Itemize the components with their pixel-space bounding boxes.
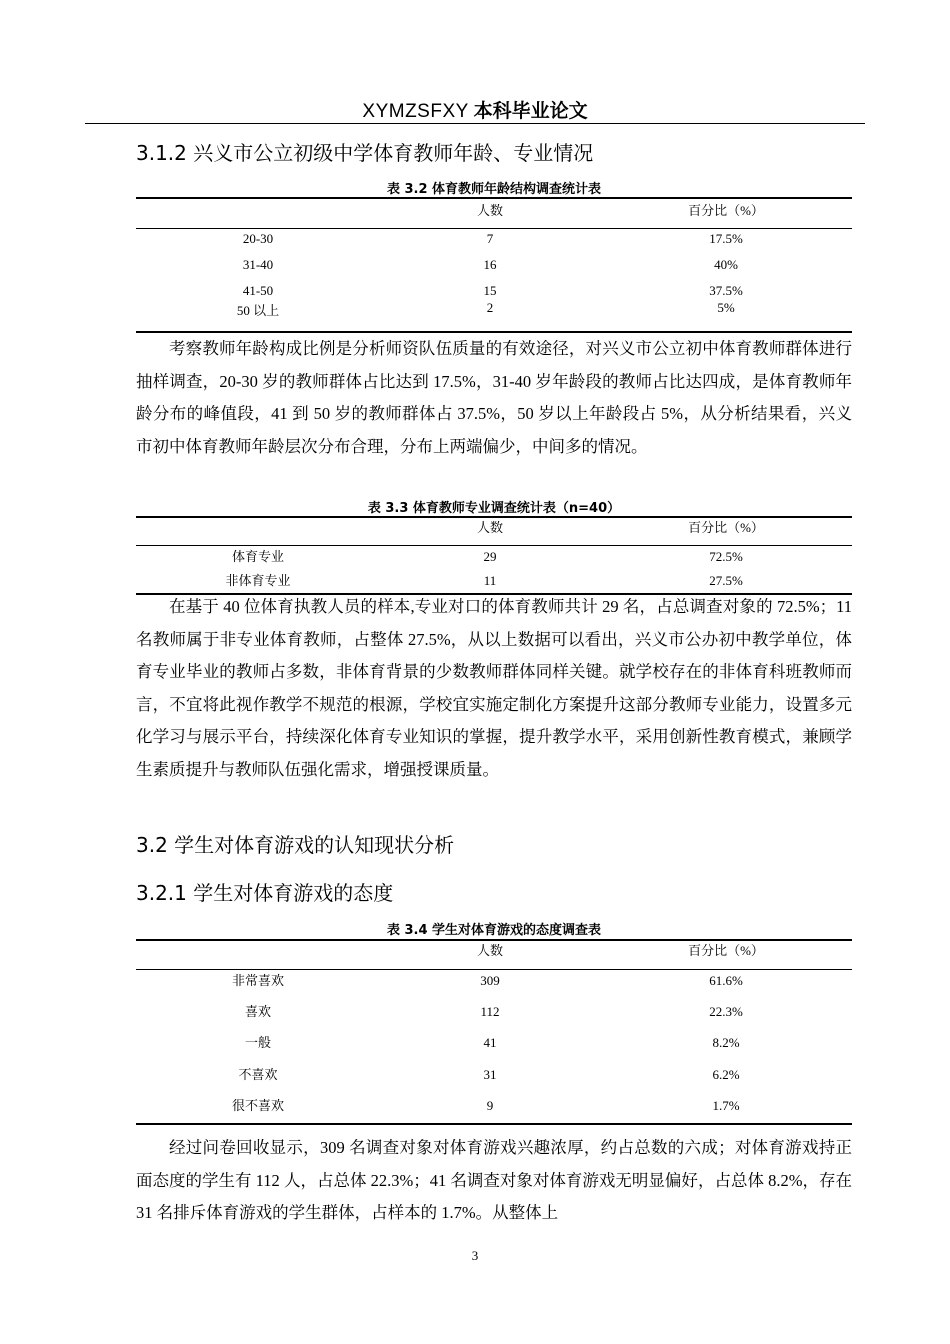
table-cell: 11 bbox=[483, 573, 497, 588]
section-heading-312: 3.1.2 兴义市公立初级中学体育教师年龄、专业情况 bbox=[136, 141, 594, 165]
table-cell: 一般 bbox=[244, 1035, 271, 1050]
table-row bbox=[136, 1064, 852, 1095]
table-cell: 29 bbox=[483, 549, 497, 564]
table-cell: 37.5% bbox=[709, 283, 743, 298]
table-cell: 31-40 bbox=[242, 257, 274, 272]
table-cell: 20-30 bbox=[242, 231, 274, 246]
table-row bbox=[136, 1001, 852, 1032]
table-row bbox=[136, 1095, 852, 1123]
table-cell: 17.5% bbox=[709, 231, 743, 246]
table-cell: 41-50 bbox=[242, 283, 274, 298]
table-cell: 体育专业 bbox=[231, 549, 284, 564]
table-cell: 112 bbox=[480, 1004, 500, 1019]
table-cell bbox=[136, 518, 380, 545]
table-cell: 27.5% bbox=[709, 573, 743, 588]
section-heading-321: 3.2.1 学生对体育游戏的态度 bbox=[136, 881, 394, 905]
paragraph-age: 考察教师年龄构成比例是分析师资队伍质量的有效途径，对兴义市公立初中体育教师群体进行抽样调查，20-30 岁的教师群体占比达到 17.5%，31-40 岁年龄段的教师占比达四成，是体育教师年龄分布的峰值段，41 到 50 岁的教师群体占 37.5%，50 岁以上年龄段占 5%，从分析结果看，兴义市初中体育教师年龄层次分布合理，分布上两端偏少，中间多的情况。 bbox=[136, 339, 852, 456]
table-cell: 22.3% bbox=[709, 1004, 743, 1019]
table-cell: 40% bbox=[714, 257, 738, 272]
table-header-row bbox=[136, 941, 852, 969]
table-header-row bbox=[136, 199, 852, 228]
table-33 bbox=[136, 516, 852, 595]
table-34 bbox=[136, 939, 852, 1125]
table-cell: 百分比（%） bbox=[688, 520, 764, 535]
table-caption-33: 表 3.3 体育教师专业调查统计表（n=40） bbox=[367, 501, 621, 516]
table-cell: 16 bbox=[483, 257, 497, 272]
table-cell: 非体育专业 bbox=[225, 573, 291, 588]
table-row bbox=[136, 231, 852, 247]
table-cell: 72.5% bbox=[709, 549, 743, 564]
table-cell: 1.7% bbox=[712, 1098, 740, 1113]
table-cell: 41 bbox=[483, 1035, 497, 1050]
page-number: 3 bbox=[471, 1248, 479, 1263]
table-row bbox=[136, 546, 852, 570]
table-row bbox=[136, 257, 852, 273]
running-header bbox=[85, 96, 865, 123]
table-cell bbox=[136, 941, 380, 969]
table-cell: 人数 bbox=[476, 520, 503, 535]
table-cell: 9 bbox=[486, 1098, 494, 1113]
header-title: 本科毕业论文 bbox=[473, 100, 588, 122]
table-caption-32: 表 3.2 体育教师年龄结构调查统计表 bbox=[386, 182, 602, 197]
table-caption-34: 表 3.4 学生对体育游戏的态度调查表 bbox=[386, 923, 602, 938]
table-32 bbox=[136, 197, 852, 333]
paragraph-major: 在基于 40 位体育执教人员的样本,专业对口的体育教师共计 29 名，占总调查对象的 72.5%；11 名教师属于非专业体育教师，占整体 27.5%，从以上数据可以看出，兴义市公办初中教学单位，体育专业毕业的教师占多数，非体育背景的少数教师群体同样关键。就学校存在的非体育科班教师而言，不宜将此视作教学不规范的根源，学校宜实施定制化方案提升这部分教师专业能力，设置多元化学习与展示平台，持续深化体育专业知识的掌握，提升教学水平，采用创新性教育模式，兼顾学生素质提升与教师队伍强化需求，增强授课质量。 bbox=[136, 597, 852, 779]
section-heading-32: 3.2 学生对体育游戏的认知现状分析 bbox=[136, 833, 455, 857]
table-cell: 人数 bbox=[476, 203, 503, 218]
table-row bbox=[136, 1032, 852, 1064]
table-cell: 7 bbox=[486, 231, 494, 246]
table-cell bbox=[136, 199, 380, 228]
table-cell: 50 以上 bbox=[236, 303, 280, 318]
table-cell: 15 bbox=[483, 283, 497, 298]
table-cell: 309 bbox=[480, 973, 500, 988]
table-cell: 6.2% bbox=[712, 1067, 740, 1082]
table-cell: 百分比（%） bbox=[688, 943, 764, 958]
table-cell: 5% bbox=[717, 300, 735, 315]
table-cell: 2 bbox=[486, 300, 494, 315]
table-row bbox=[136, 283, 852, 299]
table-cell: 不喜欢 bbox=[238, 1067, 278, 1082]
paragraph-attitude: 经过问卷回收显示，309 名调查对象对体育游戏兴趣浓厚，约占总数的六成；对体育游戏持正面态度的学生有 112 人，占总体 22.3%；41 名调查对象对体育游戏无明显偏好，占总体 8.2%，存在 31 名排斥体育游戏的学生群体，占样本的 1.7%。从整体上 bbox=[136, 1138, 852, 1223]
header-rule bbox=[85, 123, 865, 124]
table-cell: 百分比（%） bbox=[688, 203, 764, 218]
header-latin: XYMZSFXY bbox=[362, 101, 469, 122]
table-row bbox=[136, 570, 852, 593]
table-header-row bbox=[136, 518, 852, 545]
table-cell: 人数 bbox=[476, 943, 503, 958]
table-cell: 31 bbox=[483, 1067, 497, 1082]
table-cell: 61.6% bbox=[709, 973, 743, 988]
table-cell: 很不喜欢 bbox=[231, 1098, 284, 1113]
table-cell: 非常喜欢 bbox=[231, 973, 284, 988]
table-cell: 喜欢 bbox=[244, 1004, 271, 1019]
table-row bbox=[136, 970, 852, 1001]
table-row bbox=[136, 300, 852, 319]
table-cell: 8.2% bbox=[712, 1035, 740, 1050]
